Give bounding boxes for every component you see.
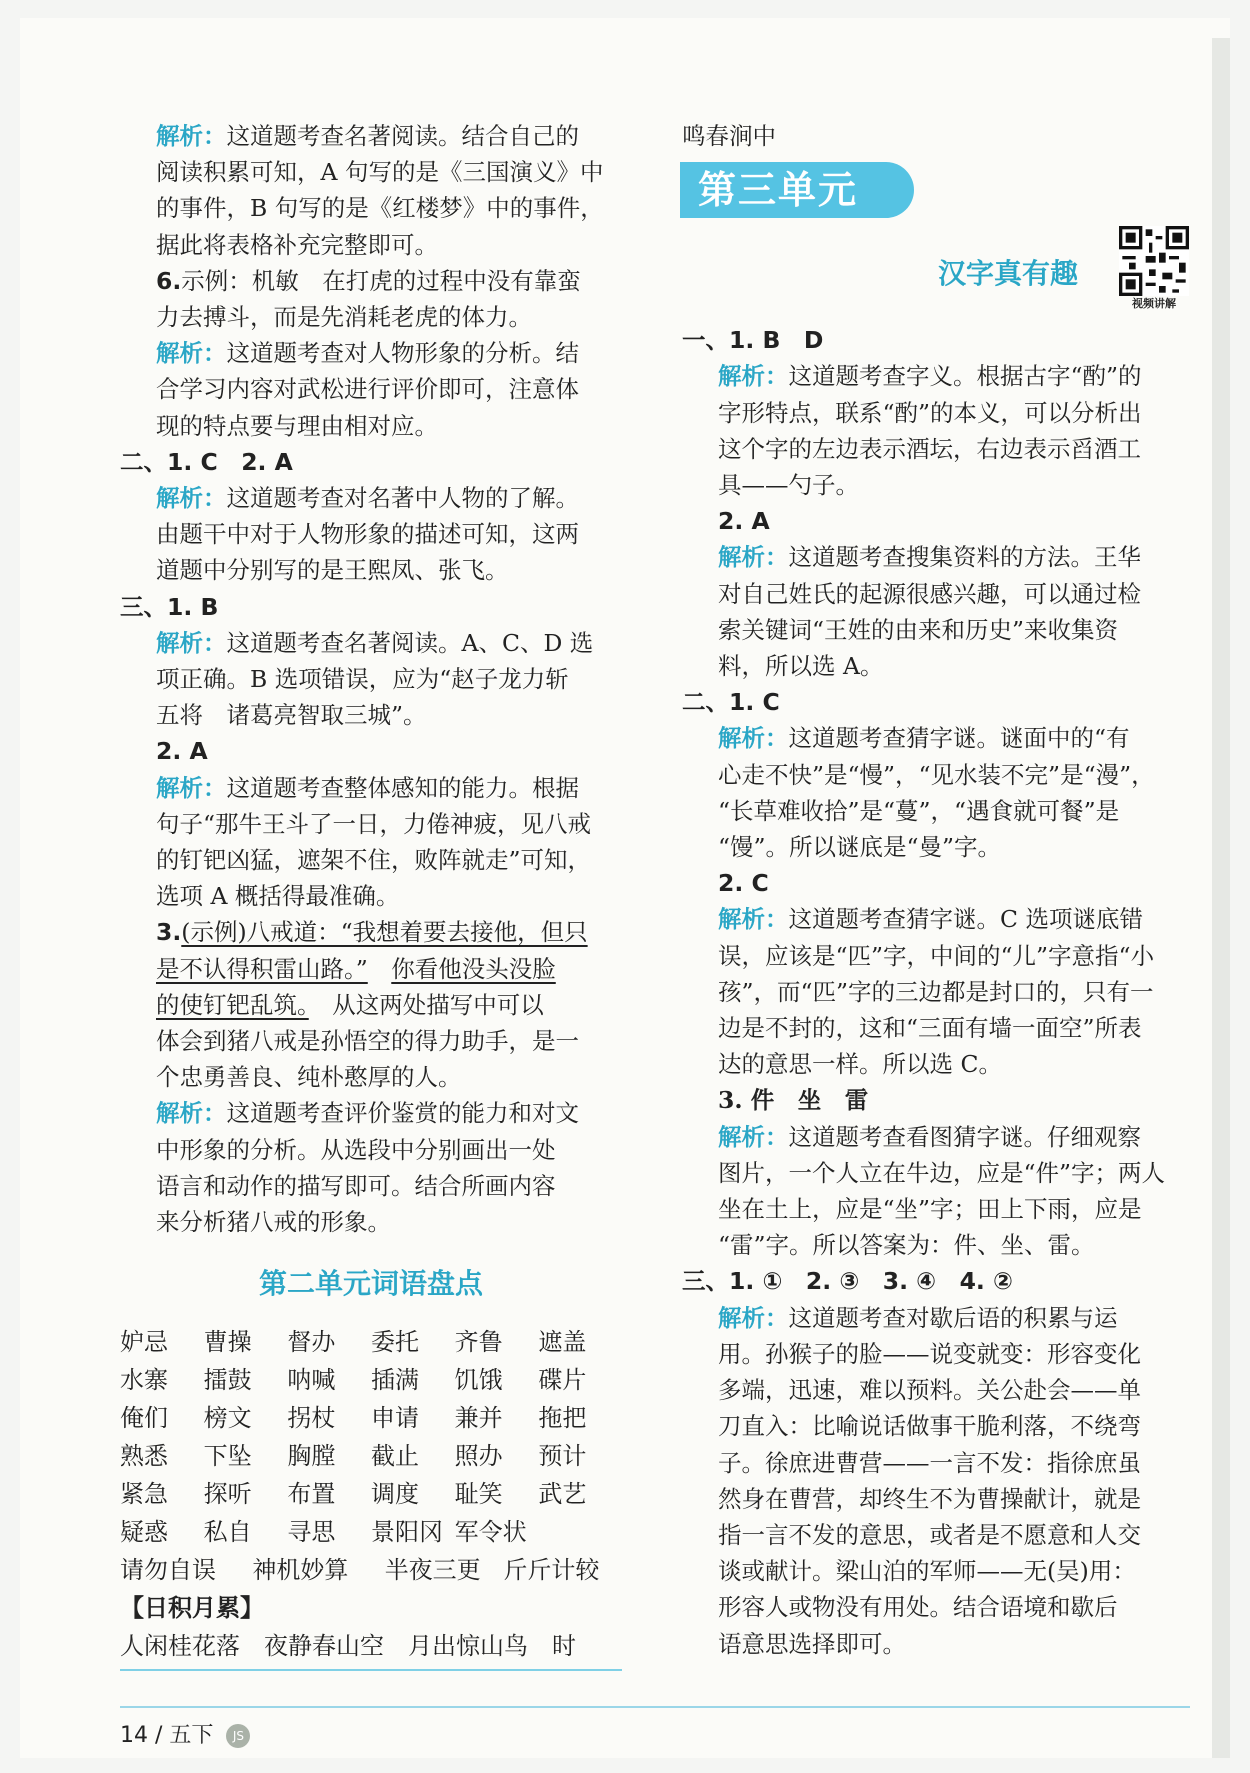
q3-answer: 3.(示例)八戒道：“我想着要去接他，但只 是不认得积雷山路。” 你看他没头没脸 的使钉钯乱筑。 从这两处描写中可以 体会到猪八戒是孙悟空的得力助手，是一 个忠勇善良、纯朴憨厚的人。: [156, 918, 588, 1092]
subtitle: 汉字真有趣: [937, 257, 1078, 291]
poem-line: 人闲桂花落 夜静春山空 月出惊山鸟 时: [120, 1627, 622, 1671]
r-para-4: 解析：这道题考查猜字谜。C 选项谜底错 误，应该是“匹”字，中间的“儿”字意指“小 孩”，而“匹”字的三边都是封口的，只有一 边是不封的，这和“三面有墙一面空”所表 达的意思一样。所以选 C。: [718, 905, 1155, 1079]
rijiyuelei-heading: 【日积月累】: [120, 1593, 264, 1622]
section-3-answer: 三、1. B: [120, 592, 219, 621]
qr-code[interactable]: [1118, 226, 1190, 312]
page-edge: [1212, 38, 1230, 1758]
page: [20, 18, 1230, 1758]
jiexi-label: 解析：: [156, 122, 227, 150]
r-para-3: 解析：这道题考查猜字谜。谜面中的“有 心走不快”是“慢”，“见水装不完”是“漫”， “长草难收拾”是“蔓”，“遇食就可餐”是 “馒”。所以谜底是“曼”字。: [718, 724, 1155, 862]
r-para-5: 解析：这道题考查看图猜字谜。仔细观察 图片，一个人立在牛边，应是“件”字；两人 坐在土上，应是“坐”字；田上下雨，应是 “雷”字。所以答案为：件、坐、雷。: [718, 1122, 1166, 1260]
para-3: 解析：这道题考查对名著中人物的了解。 由题干中对于人物形象的描述可知，这两 道题中分别写的是王熙凤、张飞。: [156, 484, 579, 585]
page-number: 14: [120, 1723, 148, 1748]
page-footer: [120, 1718, 250, 1749]
vocab-grid: 妒忌 曹操 督办 委托 齐鲁 遮盖 水寨 擂鼓 呐喊 插满 饥饿 碟片 俺们 榜文 拐杖 申请 兼并 拖把 熟悉 下坠 胸膛 截止 照办 预计 紧急 探听 布置 调度 耻笑 武艺 疑惑 私自 寻思 景阳冈 军令状: [120, 1327, 587, 1546]
para-1: 解析：这道题考查名著阅读。结合自己的 阅读积累可知，A 句写的是《三国演义》中 的事件，B 句写的是《红楼梦》中的事件， 据此将表格补充完整即可。: [156, 122, 604, 259]
unit-banner: 第三单元: [680, 162, 914, 218]
para-2: 解析：这道题考查对人物形象的分析。结 合学习内容对武松进行评价即可，注意体 现的特点要与理由相对应。: [156, 339, 579, 440]
r-section-3: 三、1. ① 2. ③ 3. ④ 4. ②: [682, 1267, 1013, 1296]
r-para-2: 解析：这道题考查搜集资料的方法。王华 对自己姓氏的起源很感兴趣，可以通过检 索关键词“王姓的由来和历史”来收集资 料，所以选 A。: [718, 543, 1141, 681]
idiom-row: 请勿自误 神机妙算 半夜三更 斤斤计较: [120, 1555, 600, 1584]
q2-answer: 2. A: [156, 737, 208, 766]
r-q2: 2. A: [718, 507, 770, 536]
q6-answer: 6.示例：机敏 在打虎的过程中没有靠蛮 力去搏斗，而是先消耗老虎的体力。: [156, 266, 581, 332]
r-q3: 3. 件 坐 雷: [718, 1086, 869, 1115]
section-2-answer: 二、1. C 2. A: [120, 447, 293, 476]
r-section-2: 二、1. C: [682, 688, 780, 717]
continued-line: 鸣春涧中: [682, 122, 776, 150]
footer-separator: /: [155, 1723, 163, 1748]
r-para-6: 解析：这道题考查对歇后语的积累与运 用。孙猴子的脸——说变就变：形容变化 多端，迅速，难以预料。关公赴会——单 刀直入：比喻说话做事干脆利落，不绕弯 子。徐庶进曹营——一言不发：指徐庶虽 然身在曹营，却终生不为曹操献计，就是 指一言不发的意思，或者是不愿意和人交 谈或献计。梁山泊的军师——无(吴)用： 形容人或物没有用处。结合语境和歇后 语意思选择即可。: [718, 1303, 1141, 1658]
right-column: [682, 118, 1190, 1662]
grade-label: 五下: [169, 1723, 214, 1748]
qr-code-icon: [1119, 226, 1189, 296]
para-6: 解析：这道题考查评价鉴赏的能力和对文 中形象的分析。从选段中分别画出一处 语言和动作的描写即可。结合所画内容 来分析猪八戒的形象。: [156, 1099, 579, 1237]
para-5: 解析：这道题考查整体感知的能力。根据 句子“那牛王斗了一日，力倦神疲，见八戒 的钉钯凶猛，遮架不住，败阵就走”可知， 选项 A 概括得最准确。: [156, 773, 592, 911]
para-4: 解析：这道题考查名著阅读。A、C、D 选 项正确。B 选项错误，应为“赵子龙力斩 五将 诸葛亮智取三城”。: [156, 628, 594, 730]
qr-caption: 视频讲解: [1132, 297, 1176, 311]
r-q2-b: 2. C: [718, 869, 769, 898]
subtitle-block: [682, 226, 1190, 312]
r-section-1: 一、1. B D: [682, 326, 824, 355]
r-para-1: 解析：这道题考查字义。根据古字“酌”的 字形特点，联系“酌”的本义，可以分析出 这个字的左边表示酒坛，右边表示舀酒工 具——勺子。: [718, 362, 1142, 500]
vocab-title: 第二单元词语盘点: [258, 1267, 483, 1301]
footer-rule: [120, 1706, 1190, 1708]
js-badge-icon: JS: [226, 1724, 250, 1748]
left-column: [120, 118, 622, 1671]
